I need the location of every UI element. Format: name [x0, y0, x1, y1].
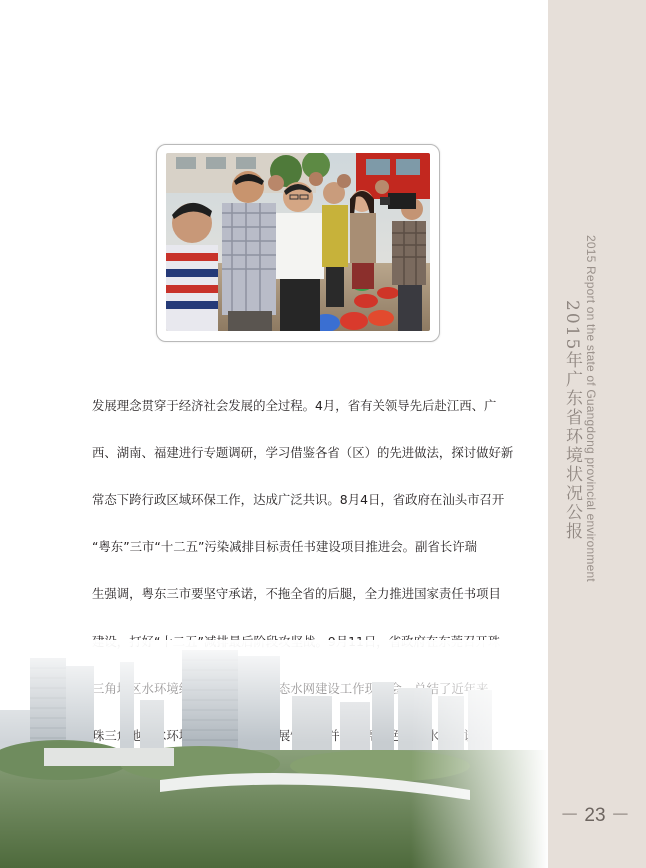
inspection-photo: [166, 153, 430, 331]
text-line: 常态下跨行政区域环保工作，达成广泛共识。8月4日，省政府在汕头市召开: [92, 491, 505, 507]
page-number: － 23 －: [560, 805, 630, 826]
vertical-title-cn: 2015年广东省环境状况公报: [562, 300, 582, 542]
photo-illustration: [166, 153, 430, 331]
text-line: 生强调，粤东三市要坚守承诺，不拖全省的后腿，全力推进国家责任书项目: [92, 586, 501, 602]
city-skyline-illustration: [0, 640, 548, 868]
text-line: “粤东”三市“十二五”污染减排目标责任书建设项目推进会。副省长许瑞: [92, 539, 478, 555]
text-line: 发展理念贯穿于经济社会发展的全过程。4月，省有关领导先后赴江西、广: [92, 397, 497, 413]
vertical-title-en: 2015 Report on the state of Guangdong provincial environment: [584, 235, 598, 582]
text-line: 西、湖南、福建进行专题调研，学习借鉴各省（区）的先进做法，探讨做好新: [92, 444, 514, 460]
